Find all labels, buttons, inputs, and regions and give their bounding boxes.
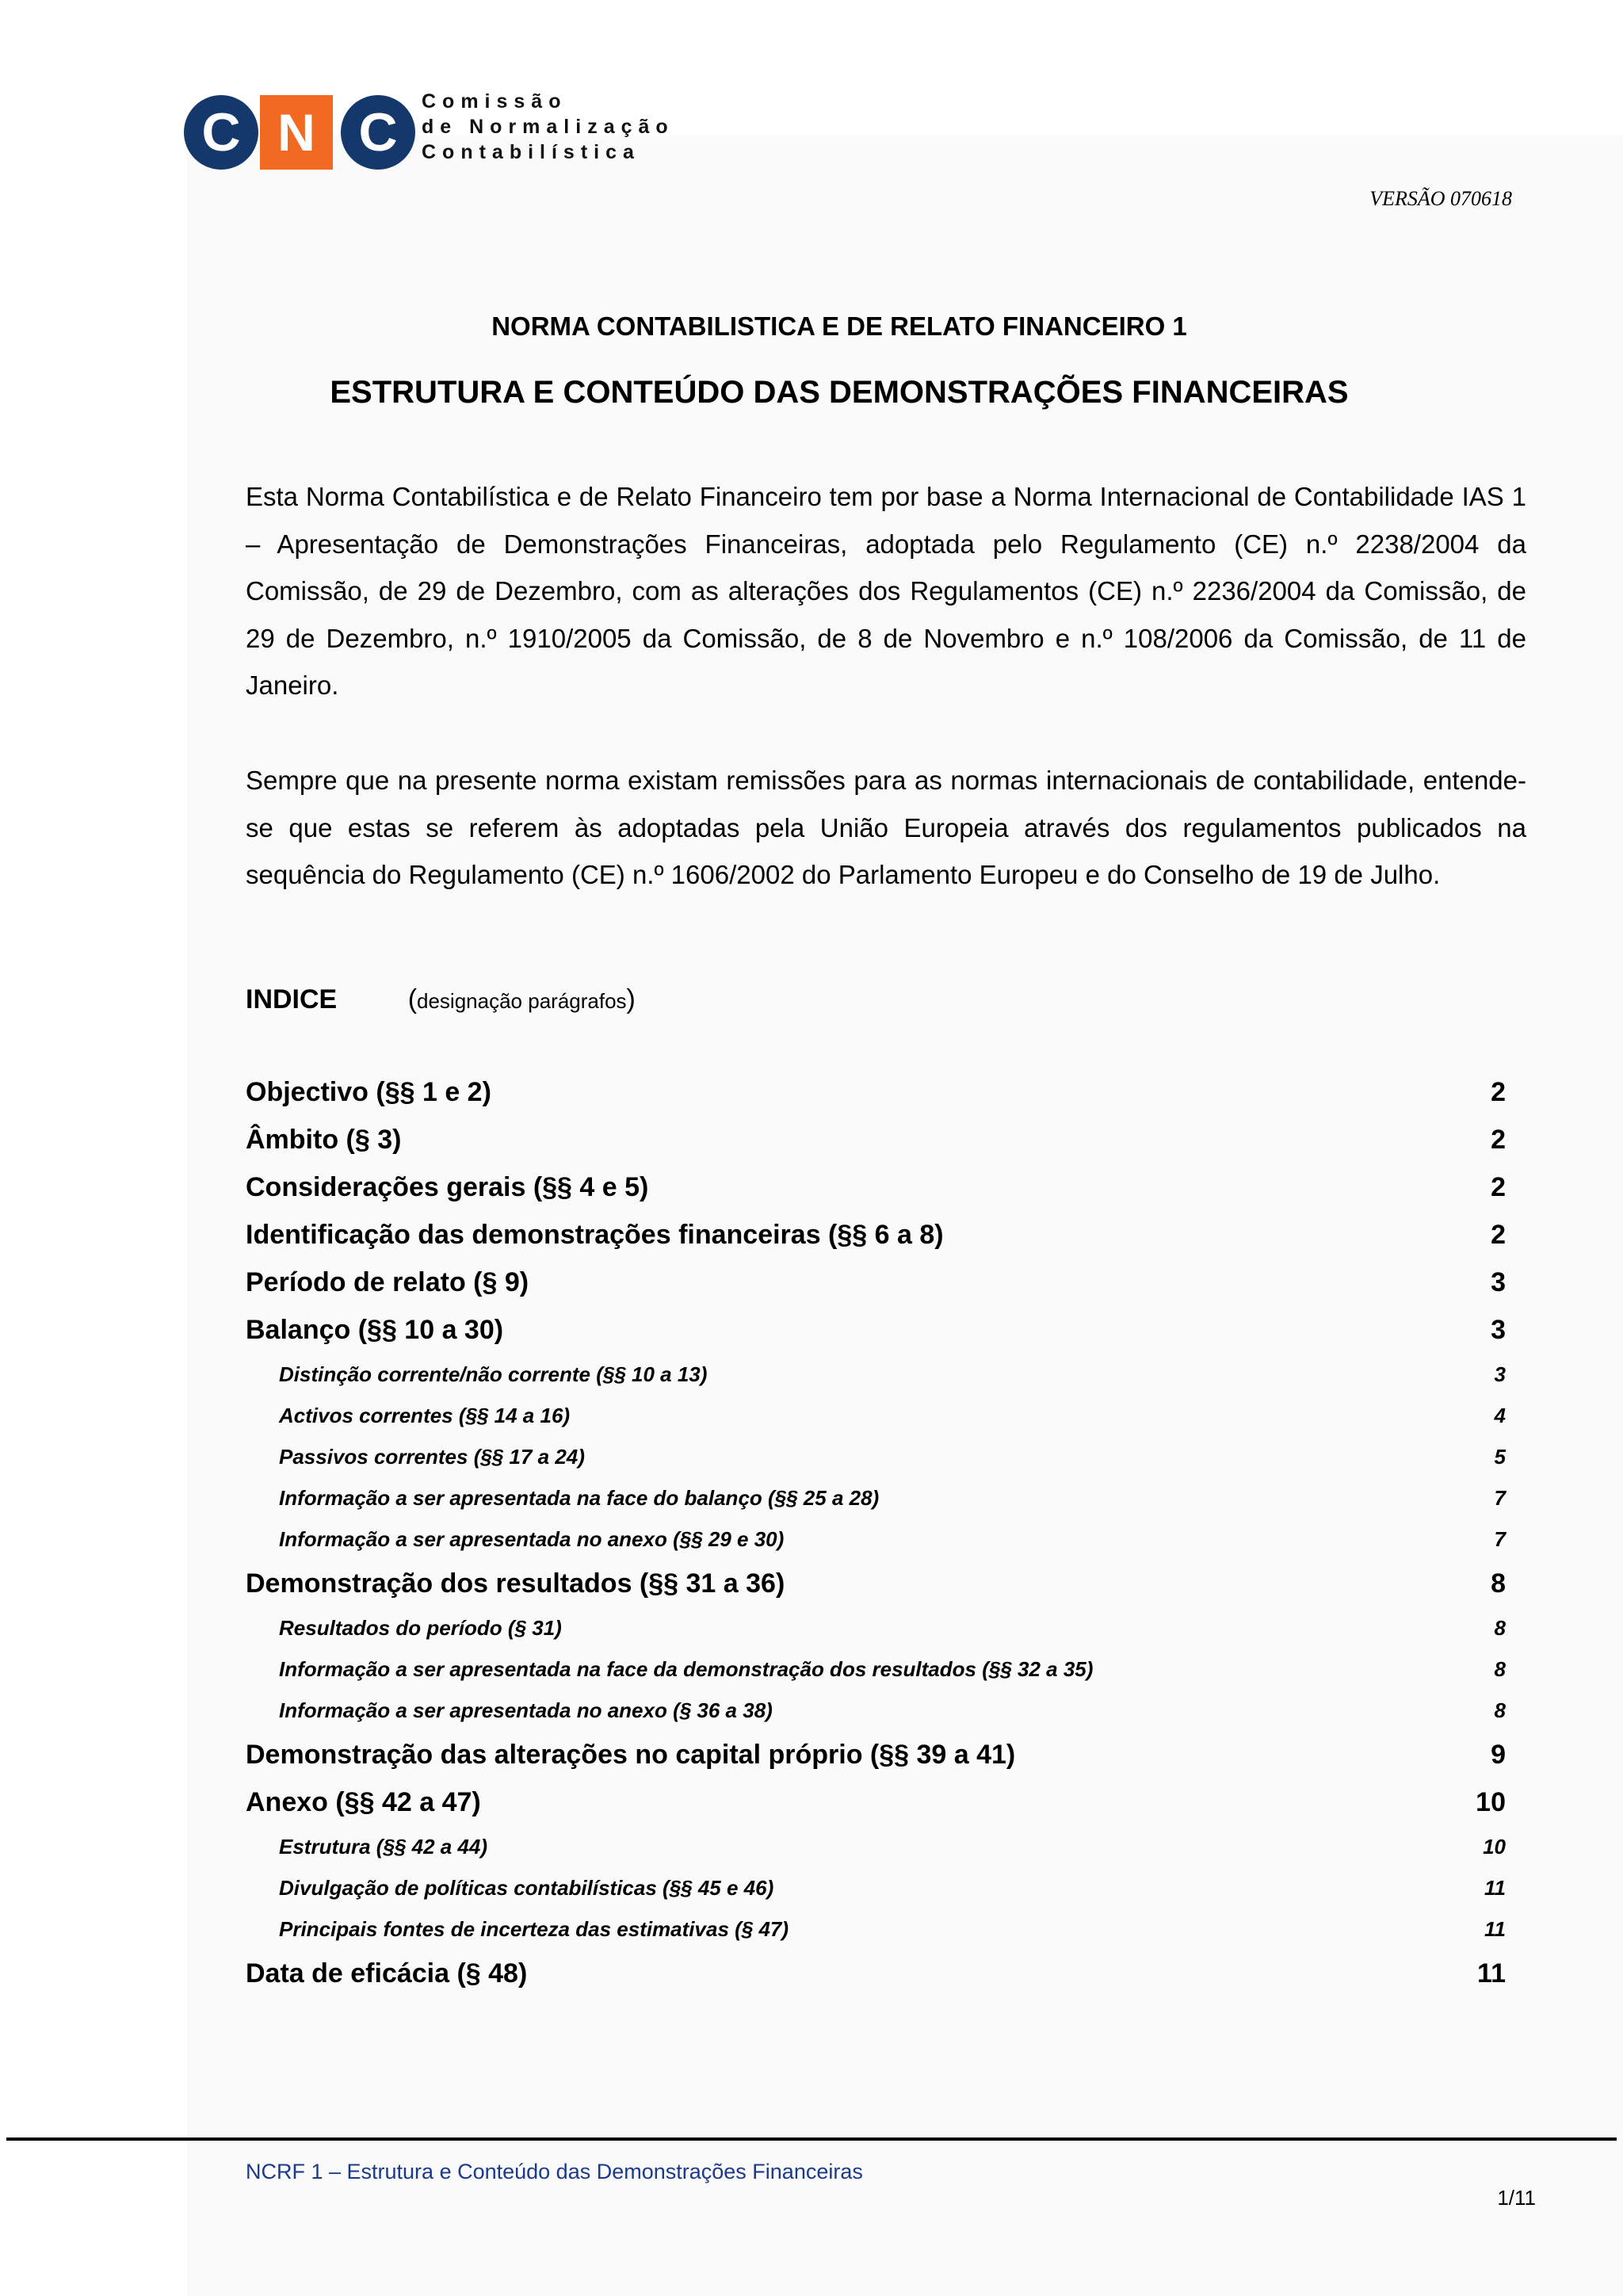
toc-entry-page: 10 [1483,1835,1506,1859]
toc-entry-title: Demonstração dos resultados (§§ 31 a 36) [246,1568,785,1599]
toc-entry[interactable] [246,1908,1506,1950]
toc-entry[interactable] [246,1731,1506,1778]
index-note [408,984,636,1014]
intro-paragraph: Esta Norma Contabilística e de Relato Financeiro tem por base a Norma Internacional de Contabilidade IAS 1 – Apresentação de Demonstrações Financeiras, adoptada pelo Regulamento (CE) n.º 2238/2004 da Comissão, de 29 de Dezembro, com as alterações dos Regulamentos (CE) n.º 2236/2004 da Comissão, de 29 de Dezembro, n.º 1910/2005 da Comissão, de 8 de Novembro e n.º 108/2006 da Comissão, de 11 de Janeiro. [246,482,1526,700]
toc-entry-title: Passivos correntes (§§ 17 a 24) [279,1445,585,1469]
toc-entry[interactable] [246,1950,1506,1997]
toc-entry[interactable] [246,1436,1506,1477]
toc-entry[interactable] [246,1690,1506,1731]
toc-entry-page: 11 [1477,1958,1506,1988]
toc-entry-title: Divulgação de políticas contabilísticas (§§ 45 e 46) [279,1876,774,1900]
index-note-text: designação parágrafos [417,989,627,1013]
toc-entry[interactable] [246,1259,1506,1306]
toc-entry-page: 3 [1494,1362,1506,1386]
toc-entry-page: 5 [1494,1445,1506,1469]
toc-entry[interactable] [246,1826,1506,1867]
toc-entry-title: Período de relato (§ 9) [246,1267,529,1297]
toc-entry-title: Informação a ser apresentada no anexo (§ 36 a 38) [279,1698,773,1722]
logo-letter-c2: C [341,95,415,170]
toc-entry-title: Resultados do período (§ 31) [279,1616,562,1640]
index-note-open: ( [407,984,418,1014]
logo-wordmark [422,89,739,165]
logo-letter-n: N [260,95,333,170]
toc-entry-title: Informação a ser apresentada na face da demonstração dos resultados (§§ 32 a 35) [279,1657,1094,1681]
toc-entry-page: 4 [1494,1404,1506,1427]
toc-entry-title: Principais fontes de incerteza das estimativas (§ 47) [279,1917,789,1941]
toc-entry-title: Informação a ser apresentada no anexo (§§ 29 e 30) [279,1527,785,1551]
toc-entry[interactable] [246,1163,1506,1211]
toc-entry-page: 11 [1484,1876,1506,1900]
toc-entry-title: Identificação das demonstrações financeiras (§§ 6 a 8) [246,1220,944,1250]
references-paragraph: Sempre que na presente norma existam remissões para as normas internacionais de contabilidade, entende-se que estas se referem às adoptadas pela União Europeia através dos regulamentos publicados na sequência do Regulamento (CE) n.º 1606/2002 do Parlamento Europeu e do Conselho de 19 de Julho. [246,766,1526,889]
toc-entry-title: Objectivo (§§ 1 e 2) [246,1077,491,1107]
toc-entry-page: 8 [1491,1568,1506,1599]
page-number: 1/11 [1497,2186,1536,2210]
toc-entry-title: Estrutura (§§ 42 a 44) [279,1835,488,1859]
toc-entry-page: 8 [1494,1657,1506,1681]
norm-title: NORMA CONTABILISTICA E DE RELATO FINANCEIRO 1 [491,311,1187,341]
toc-entry[interactable] [246,1068,1506,1116]
toc-entry-page: 3 [1491,1315,1506,1345]
footer-divider [6,2137,1617,2141]
toc-entry-page: 3 [1491,1267,1506,1297]
toc-entry-page: 8 [1494,1616,1506,1640]
toc-entry[interactable] [246,1607,1506,1648]
index-note-close: ) [626,984,636,1014]
toc-entry[interactable] [246,1648,1506,1690]
toc-entry-title: Informação a ser apresentada na face do balanço (§§ 25 a 28) [279,1486,880,1510]
document-title: ESTRUTURA E CONTEÚDO DAS DEMONSTRAÇÕES FINANCEIRAS [330,375,1349,410]
toc-entry[interactable] [246,1519,1506,1560]
toc-entry[interactable] [246,1306,1506,1354]
toc-entry-page: 2 [1491,1220,1506,1250]
table-of-contents [246,1068,1506,1997]
toc-entry-title: Activos correntes (§§ 14 a 16) [279,1404,571,1427]
toc-entry-page: 7 [1494,1486,1506,1510]
logo-line-1: Comissão [422,90,567,113]
toc-entry-title: Distinção corrente/não corrente (§§ 10 a 13) [279,1362,708,1386]
toc-entry-page: 8 [1494,1698,1506,1722]
toc-entry-title: Data de eficácia (§ 48) [246,1958,528,1988]
toc-entry-title: Âmbito (§ 3) [246,1125,402,1155]
toc-entry[interactable] [246,1354,1506,1395]
toc-entry[interactable] [246,1211,1506,1259]
toc-entry-page: 2 [1491,1172,1506,1202]
toc-entry-title: Anexo (§§ 42 a 47) [246,1787,481,1817]
logo-letter-c1: C [184,95,258,170]
toc-entry[interactable] [246,1778,1506,1826]
toc-entry-page: 11 [1484,1917,1506,1941]
toc-entry-page: 2 [1491,1077,1506,1107]
toc-entry[interactable] [246,1560,1506,1607]
logo-line-2: de Normalização [422,116,674,138]
toc-entry-page: 2 [1491,1125,1506,1155]
toc-entry[interactable] [246,1867,1506,1908]
toc-entry[interactable] [246,1395,1506,1436]
toc-entry-title: Considerações gerais (§§ 4 e 5) [246,1172,649,1202]
logo-line-3: Contabilística [422,141,640,163]
footer-title: NCRF 1 – Estrutura e Conteúdo das Demonstrações Financeiras [246,2160,863,2183]
toc-entry[interactable] [246,1477,1506,1519]
toc-entry-page: 10 [1476,1787,1506,1817]
toc-entry-title: Balanço (§§ 10 a 30) [246,1315,504,1345]
version-label: VERSÃO 070618 [1369,187,1512,210]
toc-entry[interactable] [246,1116,1506,1163]
index-label: INDICE [246,984,338,1014]
cnc-logo [184,89,422,168]
index-heading [246,984,636,1015]
toc-entry-page: 7 [1494,1527,1506,1551]
toc-entry-title: Demonstração das alterações no capital próprio (§§ 39 a 41) [246,1740,1016,1770]
toc-entry-page: 9 [1491,1740,1506,1770]
